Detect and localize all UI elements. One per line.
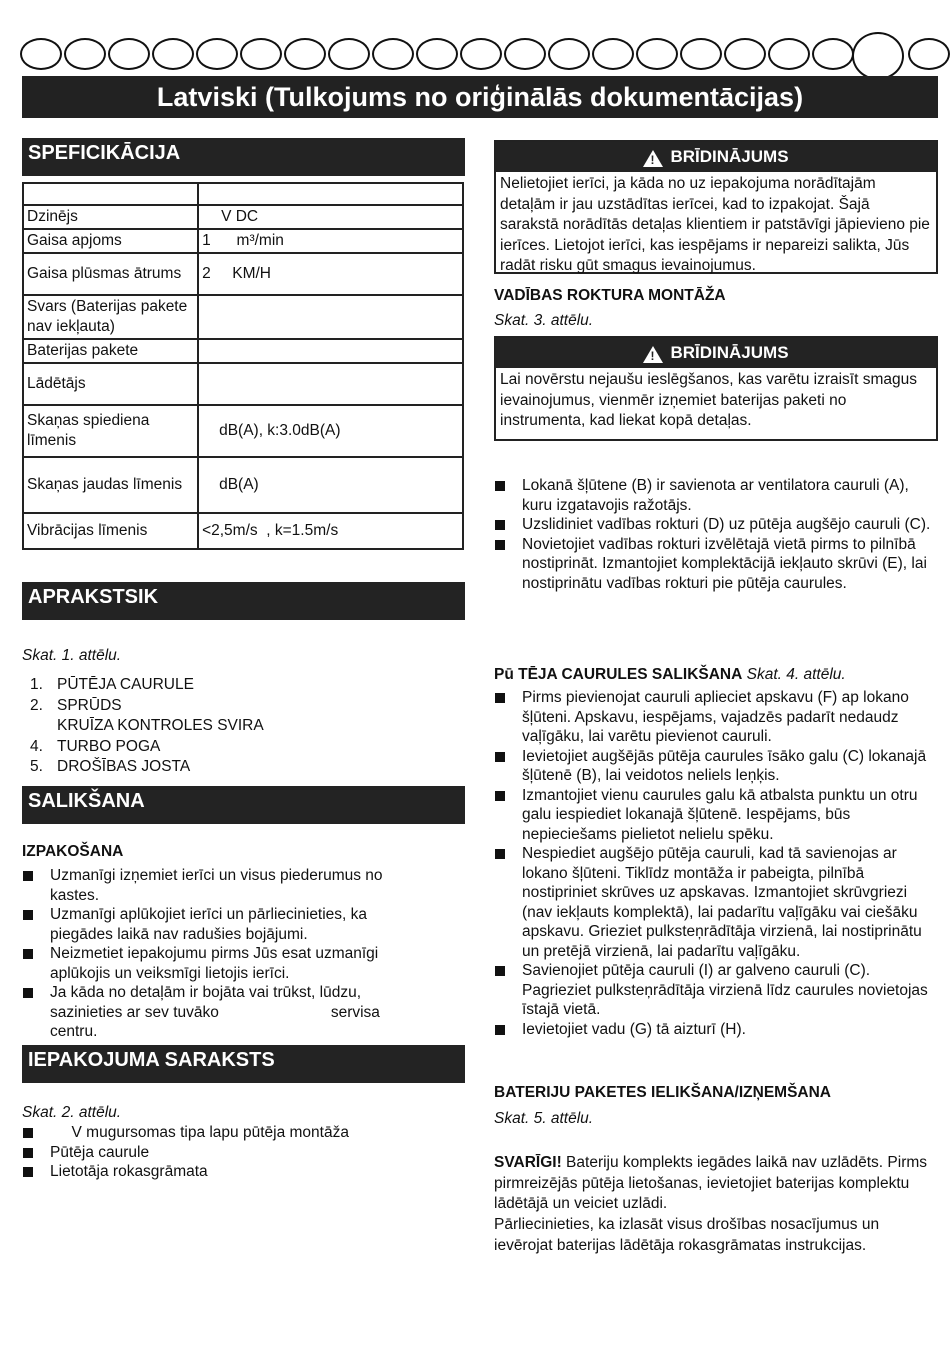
table-row bbox=[23, 295, 463, 339]
safety-note: Pārliecinieties, ka izlasāt visus drošības nosacījumus un ievērojat baterijas lādētāja rokasgrāmatas instrukcijas. bbox=[494, 1216, 880, 1254]
list-item: 4. TURBO POGA bbox=[30, 737, 161, 755]
warning-box bbox=[494, 336, 938, 441]
list-item: Ja kāda no detaļām ir bojāta vai trūkst, lūdzu, sazinieties ar sev tuvāko servisa centru. bbox=[22, 983, 427, 1042]
spec-value: dB(A) bbox=[198, 457, 463, 513]
tab-circle bbox=[724, 38, 766, 70]
list-item: Lietotāja rokasgrāmata bbox=[22, 1162, 452, 1182]
spec-value bbox=[198, 183, 463, 205]
packing-list bbox=[22, 1123, 452, 1182]
list-item: Neizmetiet iepakojumu pirms Jūs esat uzmanīgi aplūkojis un veiksmīgi lietojis ierīci. bbox=[22, 944, 427, 983]
figure-reference: Skat. 3. attēlu. bbox=[494, 312, 594, 329]
list-item: V mugursomas tipa lapu pūtēja montāža bbox=[22, 1123, 452, 1143]
spec-label: Skaņas spiediena līmenis bbox=[23, 405, 198, 457]
important-text: Bateriju komplekts iegādes laikā nav uzlādēts. Pirms pirmreizējās pūtēja lietošanas, ievietojiet baterijas komplektu lādētājā un veiciet uzlādi. bbox=[494, 1154, 928, 1212]
important-note bbox=[494, 1153, 934, 1215]
tab-circle bbox=[908, 38, 950, 70]
figure-reference: Skat. 5. attēlu. bbox=[494, 1110, 594, 1127]
spec-value bbox=[198, 295, 463, 339]
spec-value: V DC bbox=[198, 205, 463, 229]
tab-circle bbox=[812, 38, 854, 70]
spec-label: Svars (Baterijas pakete nav iekļauta) bbox=[23, 295, 198, 339]
tab-circle bbox=[284, 38, 326, 70]
tab-circle bbox=[240, 38, 282, 70]
tab-circle bbox=[196, 38, 238, 70]
section-heading-specification: SPEFICIKĀCIJA bbox=[22, 138, 465, 176]
unpacking-list bbox=[22, 866, 427, 1042]
subheading-handle-assembly: VADĪBAS ROKTURA MONTĀŽA bbox=[494, 287, 726, 304]
warning-header bbox=[496, 338, 936, 368]
list-item: Izmantojiet vienu caurules galu kā atbalsta punktu un otru galu iespiediet lokanajā šļūtenē. Iespējams, būs nepieciešams pielietot nelielu spēku. bbox=[494, 786, 934, 845]
subheading-unpacking: IZPAKOŠANA bbox=[22, 843, 124, 860]
warning-header bbox=[496, 142, 936, 172]
table-row bbox=[23, 205, 463, 229]
tab-circle bbox=[460, 38, 502, 70]
page-tab-strip bbox=[20, 32, 938, 76]
table-row bbox=[23, 253, 463, 295]
subheading-battery: BATERIJU PAKETES IELIKŠANA/IZŅEMŠANA bbox=[494, 1084, 832, 1101]
spec-value: 2 KM/H bbox=[198, 253, 463, 295]
table-row bbox=[23, 183, 463, 205]
tab-circle bbox=[592, 38, 634, 70]
list-item: Nespiediet augšējo pūtēja cauruli, kad tā savienojas ar lokano šļūteni. Tiklīdz montāža ir pabeigta, pilnībā nostipriniet skrūves uz apskavas. Izmantojiet skrūvgriezi (nav iekļauts komplektā), lai padarītu vaļīgāku vai ciešāku apskavu. Grieziet pulksteņrādītāja virzienā, lai nostiprinātu un pretējā virzienā, lai padarītu vaļīgāku. bbox=[494, 844, 934, 961]
subheading-tube-assembly: Pū TĒJA CAURULES SALIKŠANA Skat. 4. attēlu. bbox=[494, 666, 846, 683]
tab-circle bbox=[768, 38, 810, 70]
tab-circle bbox=[20, 38, 62, 70]
list-item: 5. DROŠĪBAS JOSTA bbox=[30, 758, 191, 775]
table-row bbox=[23, 363, 463, 405]
table-row bbox=[23, 339, 463, 363]
important-label: SVARĪGI! bbox=[494, 1154, 562, 1171]
specification-table bbox=[22, 182, 464, 550]
list-item: Ievietojiet augšējās pūtēja caurules īsāko galu (C) lokanajā šļūtenē (B), lai veidotos neliels leņķis. bbox=[494, 747, 934, 786]
section-heading-packing-list: IEPAKOJUMA SARAKSTS bbox=[22, 1045, 465, 1083]
tab-circle bbox=[152, 38, 194, 70]
tube-steps-list bbox=[494, 688, 934, 1039]
spec-value: 1 m³/min bbox=[198, 229, 463, 253]
tab-circle bbox=[328, 38, 370, 70]
tab-circle bbox=[680, 38, 722, 70]
spec-label bbox=[23, 183, 198, 205]
page-title: Latviski (Tulkojums no oriģinālās dokumentācijas) bbox=[22, 76, 938, 118]
spec-label: Skaņas jaudas līmenis bbox=[23, 457, 198, 513]
warning-icon: ! bbox=[643, 346, 663, 363]
warning-title: BRĪDINĀJUMS bbox=[670, 147, 789, 166]
list-item: Uzmanīgi aplūkojiet ierīci un pārliecinieties, ka piegādes laikā nav radušies bojājumi. bbox=[22, 905, 427, 944]
spec-label: Dzinējs bbox=[23, 205, 198, 229]
tab-circle bbox=[108, 38, 150, 70]
spec-label: Lādētājs bbox=[23, 363, 198, 405]
list-item: Uzslidiniet vadības rokturi (D) uz pūtēja augšējo cauruli (C). bbox=[494, 515, 934, 535]
list-item: Uzmanīgi izņemiet ierīci un visus piederumus no kastes. bbox=[22, 866, 427, 905]
list-item: 2. SPRŪDS bbox=[30, 696, 122, 714]
list-item: Pūtēja caurule bbox=[22, 1143, 452, 1163]
tab-circle bbox=[64, 38, 106, 70]
spec-value bbox=[198, 339, 463, 363]
tab-circle bbox=[372, 38, 414, 70]
tab-circle bbox=[504, 38, 546, 70]
table-row bbox=[23, 513, 463, 549]
list-item: KRUĪZA KONTROLES SVIRA bbox=[57, 717, 264, 734]
section-heading-assembly: SALIKŠANA bbox=[22, 786, 465, 824]
list-item: 1. PŪTĒJA CAURULE bbox=[30, 676, 194, 693]
warning-icon: ! bbox=[643, 150, 663, 167]
spec-label: Vibrācijas līmenis bbox=[23, 513, 198, 549]
table-row bbox=[23, 457, 463, 513]
list-item: Pirms pievienojat cauruli aplieciet apskavu (F) ap lokano šļūteni. Apskavu, iespējams, vajadzēs padarīt nedaudz vaļīgāku, lai varētu pievienot cauruli. bbox=[494, 688, 934, 747]
tab-circle bbox=[548, 38, 590, 70]
spec-value: <2,5m/s , k=1.5m/s bbox=[198, 513, 463, 549]
parts-list bbox=[22, 675, 462, 778]
figure-reference: Skat. 2. attēlu. bbox=[22, 1104, 122, 1121]
list-item: Lokanā šļūtene (B) ir savienota ar ventilatora cauruli (A), kuru izgatavojis ražotājs. bbox=[494, 476, 934, 515]
tab-circle bbox=[636, 38, 678, 70]
handle-steps-list bbox=[494, 476, 934, 593]
list-item: Ievietojiet vadu (G) tā aizturī (H). bbox=[494, 1020, 934, 1040]
list-item: Savienojiet pūtēja cauruli (I) ar galveno cauruli (C). Pagrieziet pulksteņrādītāja virzienā līdz caurules novietojas īstajā vietā. bbox=[494, 961, 934, 1020]
page-number-circle bbox=[852, 32, 904, 80]
section-heading-description: APRAKSTSIK bbox=[22, 582, 465, 620]
tab-circle bbox=[416, 38, 458, 70]
warning-box bbox=[494, 140, 938, 274]
spec-label: Gaisa apjoms bbox=[23, 229, 198, 253]
table-row bbox=[23, 229, 463, 253]
spec-value bbox=[198, 363, 463, 405]
spec-label: Baterijas pakete bbox=[23, 339, 198, 363]
table-row bbox=[23, 405, 463, 457]
warning-title: BRĪDINĀJUMS bbox=[670, 343, 789, 362]
list-item: Novietojiet vadības rokturi izvēlētajā vietā pirms to pilnībā nostiprināt. Izmantojiet komplektācijā iekļauto skrūvi (E), lai nostiprinātu vadības rokturi pie pūtēja caurules. bbox=[494, 535, 934, 594]
warning-text: Lai novērstu nejaušu ieslēgšanos, kas varētu izraisīt smagus ievainojumus, vienmēr izņemiet baterijas paketi no instrumenta, kad liekat kopā detaļas. bbox=[500, 371, 917, 429]
warning-text: Nelietojiet ierīci, ja kāda no uz iepakojuma norādītajām detaļām ir jau uzstādītas ierīcei, kad to izpakojat. Šajā sarakstā norādītās detaļas klientiem ir patstāvīgi jāpievieno pie ierīces. Lietojot ierīci, kas iespējams ir nepareizi salikta, Jūs radāt risku gūt smagus ievainojumus. bbox=[500, 175, 930, 274]
spec-value: dB(A), k:3.0dB(A) bbox=[198, 405, 463, 457]
spec-label: Gaisa plūsmas ātrums bbox=[23, 253, 198, 295]
figure-reference: Skat. 1. attēlu. bbox=[22, 647, 122, 664]
